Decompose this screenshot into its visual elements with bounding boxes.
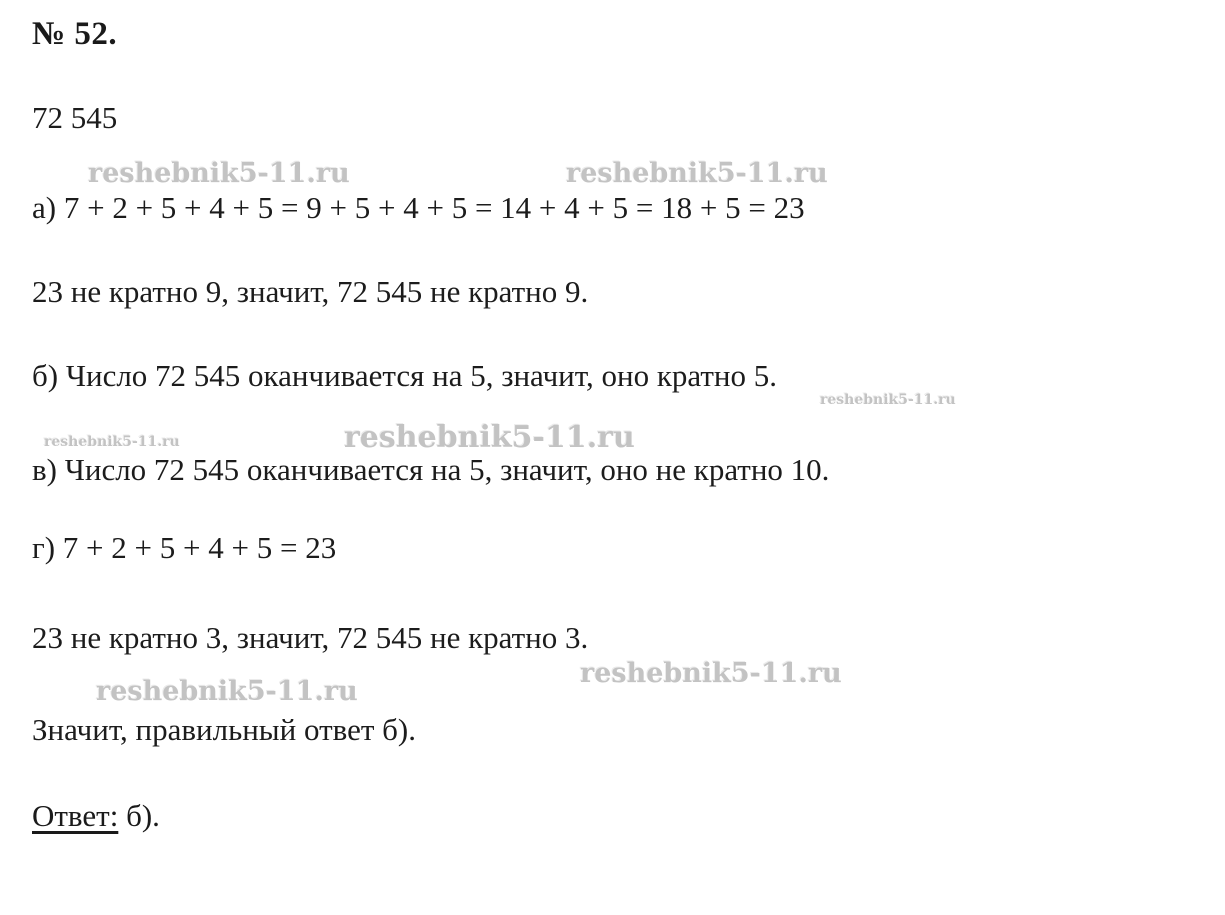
watermark: reshebnik5-11.ru: [96, 676, 358, 707]
watermark: reshebnik5-11.ru: [344, 420, 635, 455]
step-g-sum: г) 7 + 2 + 5 + 4 + 5 = 23: [32, 530, 337, 565]
answer-value: б).: [126, 798, 160, 833]
step-b-text: б) Число 72 545 оканчивается на 5, значит, оно кратно 5.: [32, 358, 777, 393]
answer-line: [32, 798, 160, 834]
final-conclusion: Значит, правильный ответ б).: [32, 712, 416, 747]
step-a-conclusion: 23 не кратно 9, значит, 72 545 не кратно 9.: [32, 274, 589, 309]
step-a-sum: а) 7 + 2 + 5 + 4 + 5 = 9 + 5 + 4 + 5 = 14 + 4 + 5 = 18 + 5 = 23: [32, 190, 805, 225]
watermark: reshebnik5-11.ru: [44, 434, 180, 450]
step-g-conclusion: 23 не кратно 3, значит, 72 545 не кратно 3.: [32, 620, 589, 655]
watermark: reshebnik5-11.ru: [820, 392, 956, 408]
answer-label: Ответ:: [32, 798, 119, 833]
watermark: reshebnik5-11.ru: [88, 158, 350, 189]
watermark: reshebnik5-11.ru: [566, 158, 828, 189]
watermark: reshebnik5-11.ru: [580, 658, 842, 689]
page-title: № 52.: [32, 16, 118, 52]
step-v-text: в) Число 72 545 оканчивается на 5, значит, оно не кратно 10.: [32, 452, 830, 487]
given-number: 72 545: [32, 100, 118, 135]
